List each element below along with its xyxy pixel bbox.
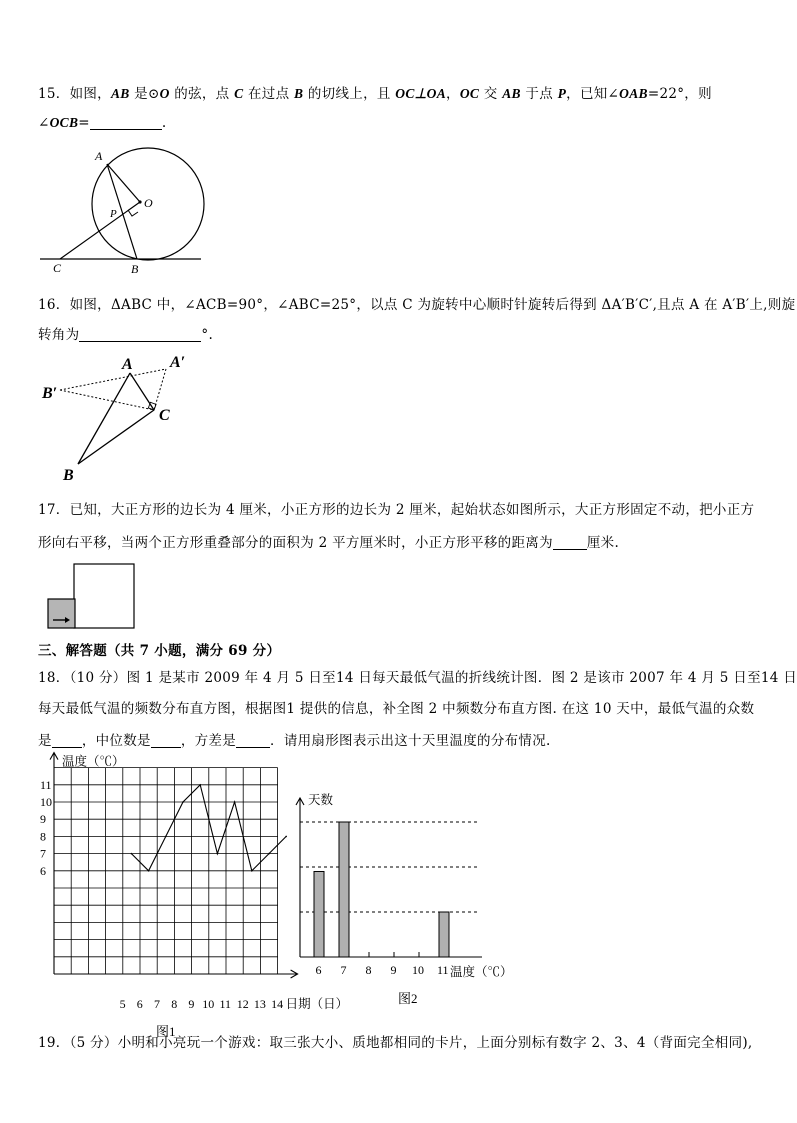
q15-label-a: A <box>95 149 103 163</box>
chart1-y-tick-label: 10 <box>40 795 52 809</box>
q16-side-bc <box>78 410 154 464</box>
chart1-x-tick-label: 14 <box>271 997 284 1011</box>
section-3-heading: 三、解答题（共 7 小题，满分 69 分） <box>38 643 281 659</box>
q15-text-part: 于点 <box>520 86 558 102</box>
q15-segment-ao <box>107 164 140 202</box>
q15-label-o: O <box>144 196 153 210</box>
chart1-x-tick-label: 8 <box>171 997 178 1011</box>
q15-right-angle-mark <box>128 210 138 216</box>
q18-text-end: ．请用扇形图表示出这十天里温度的分布情况. <box>270 733 551 749</box>
chart1-data-point <box>182 801 184 803</box>
q15-angle-sign: ∠ <box>38 115 50 131</box>
chart1-y-tick-label: 6 <box>40 863 46 878</box>
q15-period: . <box>161 115 167 131</box>
q16-suffix: °. <box>201 327 214 343</box>
chart2-x-tick-label: 6 <box>315 963 322 977</box>
chart1-x-tick-label: 9 <box>188 997 195 1011</box>
q15-text-part: OAB <box>619 86 648 101</box>
chart2-x-tick-label: 10 <box>412 963 424 977</box>
chart1-y-tick-label: 9 <box>40 812 46 827</box>
q18-line3 <box>38 729 551 749</box>
chart2-x-tick-label: 8 <box>365 963 372 977</box>
chart1-xlabel: 日期（日） <box>285 997 349 1011</box>
q15-equals: = <box>78 115 90 131</box>
chart1-x-tick-label: 7 <box>154 997 160 1011</box>
chart1-y-tick-label: 7 <box>40 846 46 861</box>
q16-answer-blank[interactable] <box>79 327 201 342</box>
q15-text-part: C <box>234 86 244 101</box>
q18-text-median: ，中位数是 <box>81 733 151 749</box>
q16-label-a: A <box>122 356 133 373</box>
chart1-x-tick-label: 5 <box>119 997 126 1011</box>
q18-charts <box>34 752 514 1039</box>
q17-figure <box>44 560 142 632</box>
q16-figure <box>38 348 188 484</box>
q16-label-b-prime: B′ <box>42 385 58 402</box>
q16-label-a-prime: A′ <box>170 354 186 371</box>
chart1-data-point <box>234 801 236 803</box>
q16-side-ab <box>78 373 130 464</box>
q15-text-part: AB <box>110 86 130 101</box>
q18-text-mode: 是 <box>38 733 52 749</box>
chart2-x-tick-label: 9 <box>390 963 397 977</box>
q15-angle-name: OCB <box>49 115 79 130</box>
chart1-data-point <box>285 836 287 838</box>
q15-text-part: ，已知∠ <box>566 86 620 102</box>
q15-line1 <box>38 82 712 102</box>
q15-text-part: B <box>293 86 304 101</box>
q15-text-part: AB <box>502 86 521 101</box>
q17-answer-blank[interactable] <box>553 535 587 550</box>
q16-side-a-prime-b-prime <box>60 369 166 390</box>
q15-text-part: 是⊙ <box>129 86 160 102</box>
chart2-x-tick-label: 7 <box>340 963 347 977</box>
q15-text-part: OC <box>459 86 480 101</box>
q15-center-dot <box>138 200 141 203</box>
q15-text-part: 的弦，点 <box>169 86 235 102</box>
q15-text-part: =22°，则 <box>647 86 712 102</box>
q17-line1: 17．已知，大正方形的边长为 4 厘米，小正方形的边长为 2 厘米，起始状态如图所示，大正方形固定不动，把小正方 <box>38 502 755 518</box>
chart1-x-tick-label: 11 <box>219 997 232 1011</box>
q18-median-blank[interactable] <box>151 733 181 748</box>
q16-side-ac <box>130 373 154 410</box>
chart1-data-point <box>165 836 167 838</box>
q15-text-part: P <box>557 86 567 101</box>
chart1-data-point <box>251 870 253 872</box>
q15-text-part: 交 <box>479 86 503 102</box>
chart1-data-point <box>199 784 201 786</box>
q17-suffix: 厘米. <box>586 535 620 551</box>
q19-line1: 19．（5 分）小明和小亮玩一个游戏：取三张大小、质地都相同的卡片，上面分别标有数字 2、3、4（背面完全相同), <box>38 1035 753 1051</box>
chart1-y-tick-label: 11 <box>40 777 52 792</box>
chart1-data-point <box>268 853 270 855</box>
chart2-bar <box>339 822 349 957</box>
q18-line1: 18．（10 分）图 1 是某市 2009 年 4 月 5 日至14 日每天最低气温的折线统计图．图 2 是该市 2007 年 4 月 5 日至14 日 <box>38 670 797 686</box>
q16-line2 <box>38 323 213 343</box>
q17-small-square <box>48 599 75 628</box>
q15-text-part: 的切线上，且 <box>303 86 396 102</box>
chart1-x-tick-label: 6 <box>136 997 143 1011</box>
chart2-title: 图2 <box>398 991 418 1006</box>
q16-line1: 16．如图，ΔABC 中，∠ACB=90°，∠ABC=25°，以点 C 为旋转中心顺时针旋转后得到 ΔA′B′C′,且点 A 在 A′B′上,则旋 <box>38 297 796 313</box>
q17-large-square <box>74 564 134 628</box>
q15-label-c: C <box>53 261 62 275</box>
q15-answer-blank[interactable] <box>90 115 162 130</box>
q18-mode-blank[interactable] <box>52 733 82 748</box>
chart1-data-point <box>131 853 133 855</box>
q16-side-b-prime-c <box>60 390 154 410</box>
chart1-title: 图1 <box>156 1024 176 1039</box>
q15-text-part: O <box>159 86 170 101</box>
q15-text-part: 在过点 <box>243 86 294 102</box>
chart1-data-point <box>148 870 150 872</box>
q18-text-variance: ，方差是 <box>180 733 237 749</box>
chart1-ylabel: 温度（℃） <box>62 754 125 769</box>
chart2-xlabel: 温度（℃） <box>450 965 513 979</box>
q17-line2 <box>38 531 619 551</box>
q15-text-part: OC⊥OA <box>395 86 447 101</box>
q17-prefix: 形向右平移，当两个正方形重叠部分的面积为 2 平方厘米时，小正方形平移的距离为 <box>38 535 553 551</box>
chart1-data-point <box>217 853 219 855</box>
chart2-x-tick-label: 11 <box>437 963 449 977</box>
q16-label-b: B <box>63 467 74 484</box>
chart1-x-tick-label: 13 <box>253 997 266 1011</box>
chart2-bar <box>439 912 449 957</box>
chart2-ylabel: 天数 <box>308 793 334 807</box>
q15-label-p: P <box>110 208 117 220</box>
q15-label-b: B <box>131 262 139 276</box>
chart1-x-tick-label: 12 <box>236 997 249 1011</box>
q18-line2: 每天最低气温的频数分布直方图，根据图1 提供的信息，补全图 2 中频数分布直方图. 在这 10 天中，最低气温的众数 <box>38 701 755 717</box>
q16-label-c: C <box>159 407 170 424</box>
chart2-bar <box>314 872 324 958</box>
q15-line2 <box>38 115 167 131</box>
q15-text-part: ， <box>446 86 460 102</box>
q16-prefix: 转角为 <box>38 327 80 343</box>
q15-text-part: 15．如图， <box>38 86 111 102</box>
chart1-x-tick-label: 10 <box>202 997 215 1011</box>
chart1-y-tick-label: 8 <box>40 829 46 844</box>
q18-variance-blank[interactable] <box>236 733 270 748</box>
q15-figure <box>36 142 201 277</box>
